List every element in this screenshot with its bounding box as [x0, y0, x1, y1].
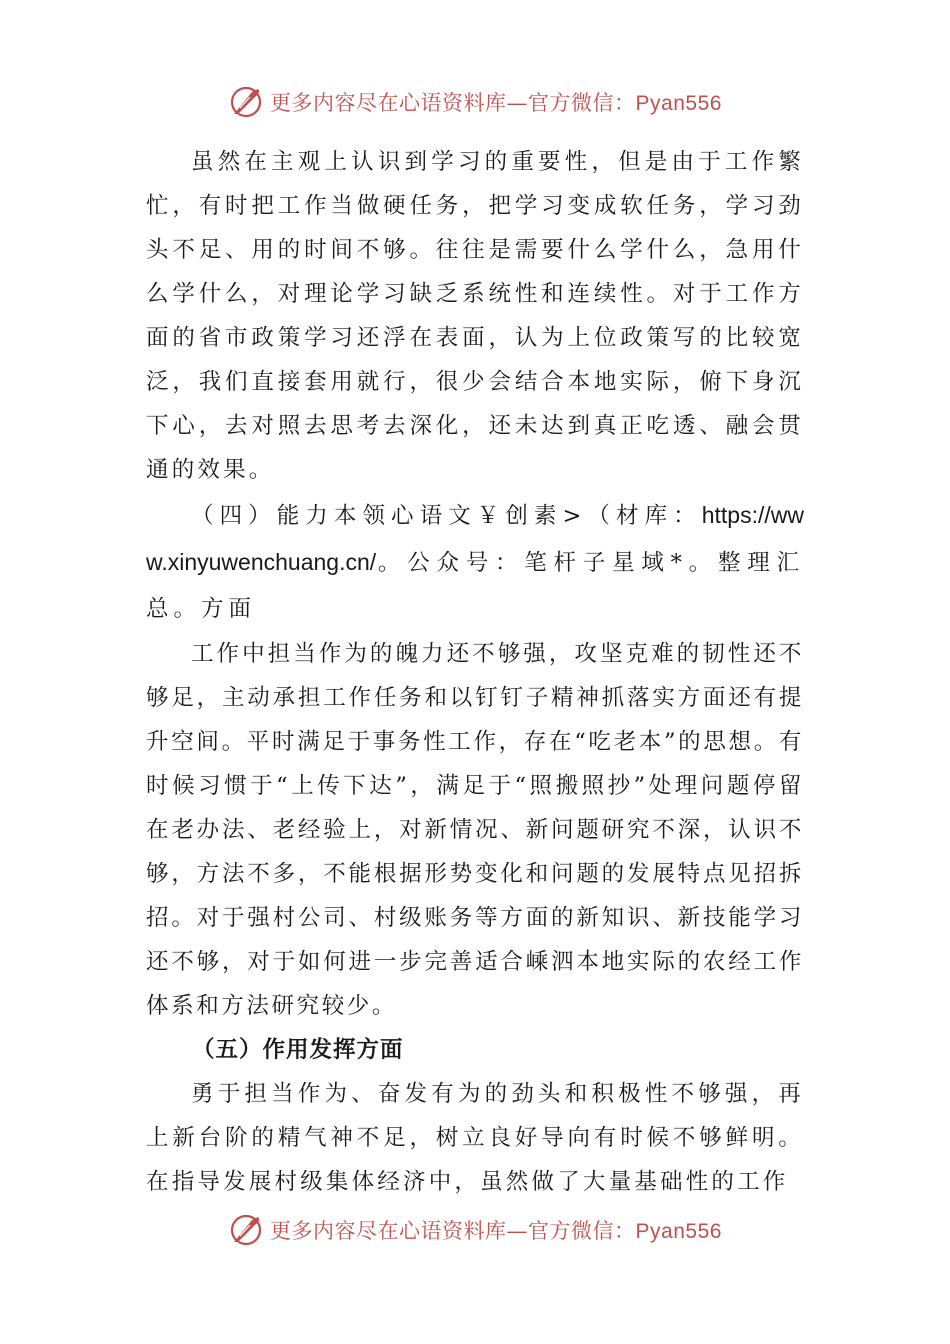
header-banner [0, 82, 950, 122]
paragraph-learning: 虽然在主观上认识到学习的重要性，但是由于工作繁忙，有时把工作当做硬任务，把学习变成软任务，学习劲头不足、用的时间不够。往往是需要什么学什么，急用什么学什么，对理论学习缺乏系统性和连续性。对于工作方面的省市政策学习还浮在表面，认为上位政策写的比较宽泛，我们直接套用就行，很少会结合本地实际，俯下身沉下心，去对照去思考去深化，还未达到真正吃透、融会贯通的效果。 [146, 149, 804, 483]
banner-text: 更多内容尽在心语资料库—官方微信：Pyan556 [270, 91, 722, 115]
paragraph-ability: 工作中担当作为的魄力还不够强，攻坚克难的韧性还不够足，主动承担工作任务和以钉钉子精神抓落实方面还有提升空间。平时满足于事务性工作，存在“吃老本”的思想。有时候习惯于“上传下达”，满足于“照搬照抄”处理问题停留在老办法、老经验上，对新情况、新问题研究不深，认识不够，方法不多，不能根据形势变化和问题的发展特点见招拆招。对于强村公司、村级账务等方面的新知识、新技能学习还不够，对于如何进一步完善适合嵊泗本地实际的农经工作体系和方法研究较少。 [146, 641, 804, 1019]
section-heading-4: （四）能力本领心语文￥创素>（材库：https://www.xinyuwenchuang.cn/。公众号：笔杆子星域*。整理汇总。方面 [146, 502, 804, 622]
source-url: https://www.xinyuwenchuang.cn/ [146, 502, 804, 575]
banner-text: 更多内容尽在心语资料库—官方微信：Pyan556 [270, 1219, 722, 1243]
wechat-id: Pyan556 [635, 92, 722, 115]
quill-circle-icon [228, 1212, 264, 1248]
quill-circle-icon [228, 84, 264, 120]
section-heading-5: （五）作用发挥方面 [192, 1037, 404, 1063]
wechat-id: Pyan556 [635, 1220, 722, 1243]
paragraph-role: 勇于担当作为、奋发有为的劲头和积极性不够强，再上新台阶的精气神不足，树立良好导向有时候不够鲜明。在指导发展村级集体经济中，虽然做了大量基础性的工作 [146, 1081, 804, 1195]
footer-banner [0, 1210, 950, 1250]
document-body [146, 140, 804, 1204]
